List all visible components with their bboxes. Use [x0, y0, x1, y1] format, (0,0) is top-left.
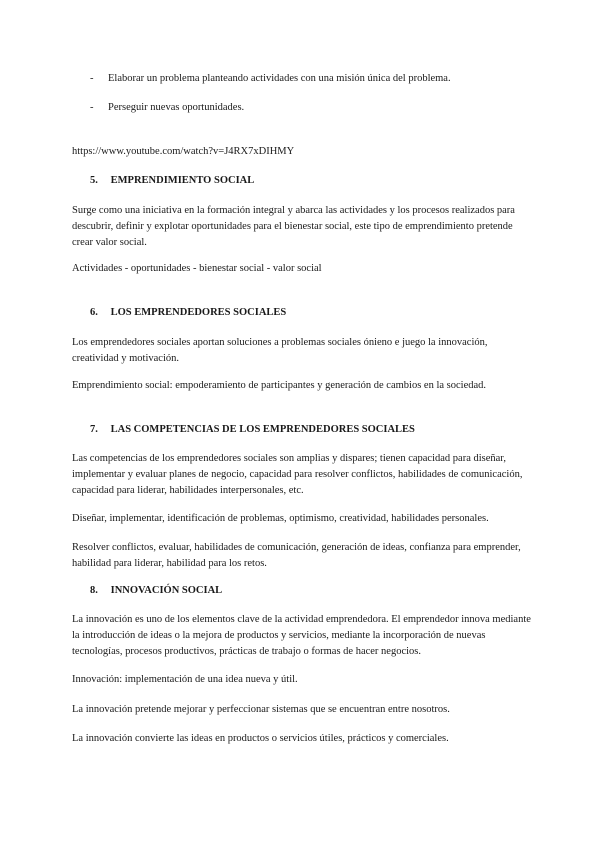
- section-number: 7.: [90, 424, 98, 435]
- paragraph: La innovación convierte las ideas en productos o servicios útiles, prácticos y comerciales.: [72, 733, 449, 744]
- section-title: INNOVACIÓN SOCIAL: [110, 585, 223, 596]
- paragraph: Resolver conflictos, evaluar, habilidades de comunicación, generación de ideas, confianza para emprender, habilidad para liderar, habilidad para los retos.: [72, 542, 521, 569]
- bullet-text: Elaborar un problema planteando actividades con una misión única del problema.: [108, 73, 451, 84]
- bullet-dash: -: [90, 102, 94, 113]
- section-heading-5: [90, 173, 254, 189]
- section-number: 6.: [90, 307, 98, 318]
- paragraph: Los emprendedores sociales aportan soluciones a problemas sociales ónieno e juego la innovación, creatividad y motivación.: [72, 337, 488, 364]
- paragraph: La innovación pretende mejorar y perfeccionar sistemas que se encuentran entre nosotros.: [72, 704, 450, 715]
- paragraph: Las competencias de los emprendedores sociales son amplias y dispares; tienen capacidad para diseñar, implementar y evaluar planes de negocio, capacidad para resolver conflictos, habilidades de comunicación, capacidad para liderar, habilidades interpersonales, etc.: [72, 453, 523, 496]
- bullet-dash: -: [90, 73, 94, 84]
- section-heading-7: [90, 422, 415, 438]
- section-title: LOS EMPRENDEDORES SOCIALES: [110, 307, 287, 318]
- section-title: EMPRENDIMIENTO SOCIAL: [110, 175, 255, 186]
- paragraph: Diseñar, implementar, identificación de problemas, optimismo, creatividad, habilidades personales.: [72, 513, 489, 524]
- youtube-link[interactable]: https://www.youtube.com/watch?v=J4RX7xDIHMY: [72, 146, 295, 157]
- section-number: 8.: [90, 585, 98, 596]
- paragraph: Innovación: implementación de una idea nueva y útil.: [72, 674, 298, 685]
- paragraph: La innovación es uno de los elementos clave de la actividad emprendedora. El emprendedor innova mediante la introducción de ideas o la mejora de productos y servicios, mediante la incorporación de nuevas tecnologías, procesos productivos, prácticas de trabajo o formas de hacer negocios.: [72, 614, 531, 657]
- paragraph: Surge como una iniciativa en la formación integral y abarca las actividades y los procesos realizados para descubrir, definir y explotar oportunidades para el bienestar social, este tipo de emprendimiento pretende crear valor social.: [72, 205, 515, 248]
- section-heading-8: [90, 583, 222, 599]
- section-number: 5.: [90, 175, 98, 186]
- section-heading-6: [90, 305, 286, 321]
- paragraph: Actividades - oportunidades - bienestar social - valor social: [72, 263, 322, 274]
- section-title: LAS COMPETENCIAS DE LOS EMPRENDEDORES SOCIALES: [110, 424, 415, 435]
- paragraph: Emprendimiento social: empoderamiento de participantes y generación de cambios en la sociedad.: [72, 380, 487, 391]
- bullet-text: Perseguir nuevas oportunidades.: [108, 102, 245, 113]
